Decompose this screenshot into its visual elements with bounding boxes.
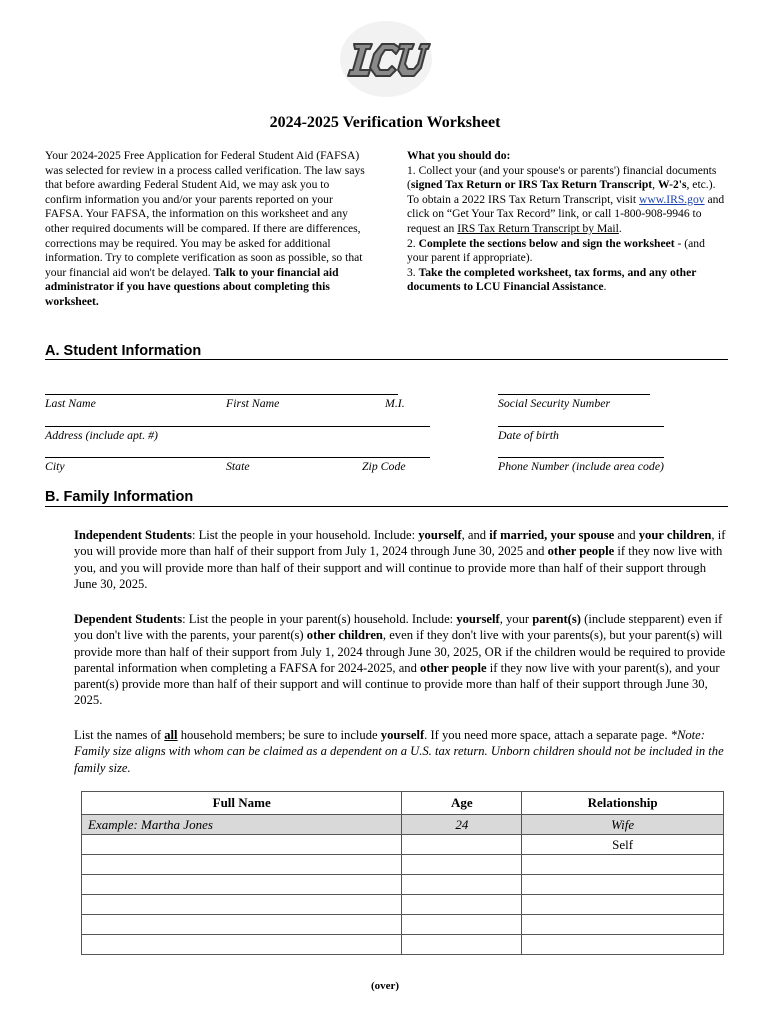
intro-right bbox=[407, 149, 727, 295]
name-cell[interactable] bbox=[82, 855, 402, 875]
section-a-rule bbox=[45, 359, 728, 360]
address-line[interactable] bbox=[45, 426, 430, 427]
relationship-cell-self: Self bbox=[522, 835, 724, 855]
last-name-label: Last Name bbox=[45, 396, 96, 410]
page-title: 2024-2025 Verification Worksheet bbox=[269, 114, 501, 131]
phone-label: Phone Number (include area code) bbox=[498, 459, 664, 473]
age-cell[interactable] bbox=[402, 895, 522, 915]
col-relationship: Relationship bbox=[522, 792, 724, 815]
list-instructions: List the names of all household members; be sure to include yourself. If you need more space, attach a separate page. *Note: Family size aligns with whom can be claimed as a dependent on a U.S. tax return. Unborn children should not be included in the family size. bbox=[74, 728, 724, 775]
name-cell[interactable] bbox=[82, 935, 402, 955]
table-row bbox=[82, 875, 724, 895]
relationship-cell[interactable] bbox=[522, 875, 724, 895]
step-1: 1. Collect your (and your spouse's or parents') financial documents (signed Tax Return or IRS Tax Return Transcript, W-2's, etc.). To obtain a 2022 IRS Tax Return Transcript, visit www.IRS.gov and click on “Get Your Tax Record” link, or call 1-800-908-9946 to request an IRS Tax Return Transcript by Mail. bbox=[407, 163, 725, 235]
section-b-title: B. Family Information bbox=[45, 489, 194, 505]
example-relationship: Wife bbox=[522, 815, 724, 835]
what-to-do-heading: What you should do: bbox=[407, 149, 511, 162]
table-row bbox=[82, 935, 724, 955]
section-b-rule bbox=[45, 506, 728, 507]
age-cell[interactable] bbox=[402, 835, 522, 855]
table-row bbox=[82, 835, 724, 855]
age-cell[interactable] bbox=[402, 875, 522, 895]
irs-link[interactable]: www.IRS.gov bbox=[638, 192, 705, 206]
col-age: Age bbox=[402, 792, 522, 815]
mi-label: M.I. bbox=[385, 396, 405, 410]
address-label: Address (include apt. #) bbox=[45, 428, 158, 442]
age-cell[interactable] bbox=[402, 915, 522, 935]
state-label: State bbox=[226, 459, 250, 473]
name-line[interactable] bbox=[45, 394, 398, 395]
zip-label: Zip Code bbox=[362, 459, 406, 473]
dob-line[interactable] bbox=[498, 426, 664, 427]
example-age: 24 bbox=[402, 815, 522, 835]
lcu-logo bbox=[338, 18, 434, 100]
city-label: City bbox=[45, 459, 65, 473]
table-row bbox=[82, 915, 724, 935]
example-name: Example: Martha Jones bbox=[82, 815, 402, 835]
step-2: 2. Complete the sections below and sign the worksheet - (and your parent if appropriate). bbox=[407, 236, 705, 265]
over-indicator: (over) bbox=[370, 980, 400, 992]
col-full-name: Full Name bbox=[82, 792, 402, 815]
table-row bbox=[82, 855, 724, 875]
ssn-line[interactable] bbox=[498, 394, 650, 395]
independent-students-paragraph: Independent Students: List the people in your household. Include: yourself, and if married, your spouse and your children, if you will provide more than half of their support from July 1, 2024 through June 30, 2025 and other people if they now live with you, and you will provide more than half of their support and will continue to provide more than half of their support through June 30, 2025. bbox=[74, 528, 726, 591]
section-a-title: A. Student Information bbox=[45, 343, 202, 359]
name-cell[interactable] bbox=[82, 895, 402, 915]
intro-left-bold: Talk to your financial aid administrator if you have questions about completing this worksheet. bbox=[45, 265, 339, 308]
ssn-label: Social Security Number bbox=[498, 396, 611, 410]
table-row bbox=[82, 895, 724, 915]
age-cell[interactable] bbox=[402, 935, 522, 955]
step-3: 3. Take the completed worksheet, tax forms, and any other documents to LCU Financial Assistance. bbox=[407, 265, 697, 294]
svg-text:LCU: LCU bbox=[379, 92, 393, 98]
name-cell[interactable] bbox=[82, 915, 402, 935]
relationship-cell[interactable] bbox=[522, 895, 724, 915]
phone-line[interactable] bbox=[498, 457, 664, 458]
name-cell[interactable] bbox=[82, 835, 402, 855]
name-cell[interactable] bbox=[82, 875, 402, 895]
household-table bbox=[81, 791, 724, 955]
dependent-students-paragraph: Dependent Students: List the people in your parent(s) household. Include: yourself, your parent(s) (include stepparent) even if you don't live with the parents, your parent(s) other children, even if they don't live with your parents(s), but your parent(s) will provide more than half of their support from July 1, 2024 through June 30, 2025, OR if the children would be required to provide parental information when completing a FAFSA for 2024-2025, and other people if they now live with your parent(s), and your parent(s) provide more than half of their support and will continue to provide more than half of their support through June 30, 2025. bbox=[74, 612, 726, 708]
relationship-cell[interactable] bbox=[522, 915, 724, 935]
intro-left-text: Your 2024-2025 Free Application for Federal Student Aid (FAFSA) was selected for review in a process called verification. The law says that before awarding Federal Student Aid, we may ask you to confirm information you and/or your parents reported on your FAFSA. Your FAFSA, the information on this worksheet and any other required documents will be compared. If there are differences, corrections may be required. You may be asked for additional information. Try to complete verification as soon as possible, so that your financial aid won't be delayed. bbox=[45, 149, 365, 279]
dob-label: Date of birth bbox=[498, 428, 559, 442]
example-row bbox=[82, 815, 724, 835]
relationship-cell[interactable] bbox=[522, 855, 724, 875]
city-line[interactable] bbox=[45, 457, 430, 458]
table-header-row bbox=[82, 792, 724, 815]
lcu-logo-graphic bbox=[338, 18, 434, 100]
intro-left bbox=[45, 149, 365, 310]
relationship-cell[interactable] bbox=[522, 935, 724, 955]
age-cell[interactable] bbox=[402, 855, 522, 875]
first-name-label: First Name bbox=[226, 396, 280, 410]
